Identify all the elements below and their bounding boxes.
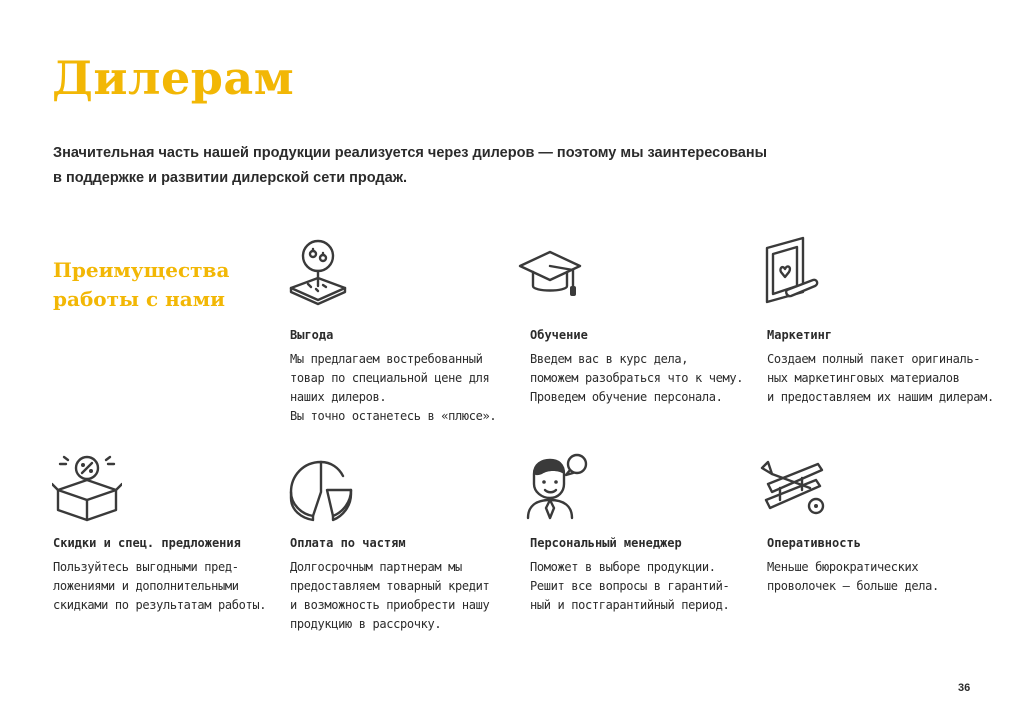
- card-line: Поможет в выборе продукции.: [530, 560, 716, 574]
- card-text-training: [530, 350, 743, 407]
- card-text-manager: [530, 558, 729, 615]
- card-line: ных маркетинговых материалов: [767, 371, 960, 385]
- intro-line-2: в поддержке и развитии дилерской сети продаж.: [53, 170, 407, 186]
- card-line: Создаем полный пакет оригиналь-: [767, 352, 981, 366]
- money-tree-icon: [283, 236, 353, 306]
- card-title-training: Обучение: [530, 328, 588, 342]
- section-subtitle: [53, 256, 229, 314]
- pie-installment-icon: [285, 454, 355, 524]
- card-line: ный и постгарантийный период.: [530, 598, 730, 612]
- personal-manager-icon: [522, 452, 592, 522]
- card-text-benefit: [290, 350, 496, 426]
- card-line: Вы точно останетесь в «плюсе».: [290, 409, 497, 423]
- card-text-marketing: [767, 350, 994, 407]
- card-text-discounts: [53, 558, 266, 615]
- card-line: поможем разобраться что к чему.: [530, 371, 744, 385]
- graduation-cap-icon: [515, 236, 585, 306]
- card-text-efficiency: [767, 558, 939, 596]
- card-title-discounts: Скидки и спец. предложения: [53, 536, 241, 550]
- airplane-icon: [758, 454, 828, 524]
- discount-box-icon: [52, 452, 122, 522]
- subtitle-line-2: работы с нами: [53, 287, 225, 311]
- card-line: Проведем обучение персонала.: [530, 390, 723, 404]
- card-title-marketing: Маркетинг: [767, 328, 833, 342]
- card-line: проволочек — больше дела.: [767, 579, 939, 593]
- card-line: товар по специальной цене для: [290, 371, 490, 385]
- card-text-installments: [290, 558, 489, 634]
- card-line: Долгосрочным партнерам мы: [290, 560, 462, 574]
- card-line: ложениями и дополнительными: [53, 579, 239, 593]
- marketing-poster-icon: [755, 234, 825, 304]
- card-title-efficiency: Оперативность: [767, 536, 861, 550]
- card-line: Введем вас в курс дела,: [530, 352, 689, 366]
- intro-text: [53, 141, 933, 191]
- card-line: Мы предлагаем востребованный: [290, 352, 483, 366]
- page-number: 36: [958, 682, 971, 694]
- card-line: и возможность приобрести нашу: [290, 598, 490, 612]
- intro-line-1: Значительная часть нашей продукции реализуется через дилеров — поэтому мы заинтересованы: [53, 145, 768, 161]
- card-line: Меньше бюрократических: [767, 560, 919, 574]
- card-line: Пользуйтесь выгодными пред-: [53, 560, 239, 574]
- card-title-benefit: Выгода: [290, 328, 334, 342]
- card-line: предоставляем товарный кредит: [290, 579, 490, 593]
- card-title-installments: Оплата по частям: [290, 536, 406, 550]
- card-line: продукцию в рассрочку.: [290, 617, 442, 631]
- page-title: Дилерам: [52, 51, 295, 105]
- card-line: наших дилеров.: [290, 390, 387, 404]
- card-title-manager: Персональный менеджер: [530, 536, 682, 550]
- card-line: и предоставляем их нашим дилерам.: [767, 390, 994, 404]
- card-line: Решит все вопросы в гарантий-: [530, 579, 730, 593]
- subtitle-line-1: Преимущества: [53, 258, 230, 282]
- card-line: скидками по результатам работы.: [53, 598, 267, 612]
